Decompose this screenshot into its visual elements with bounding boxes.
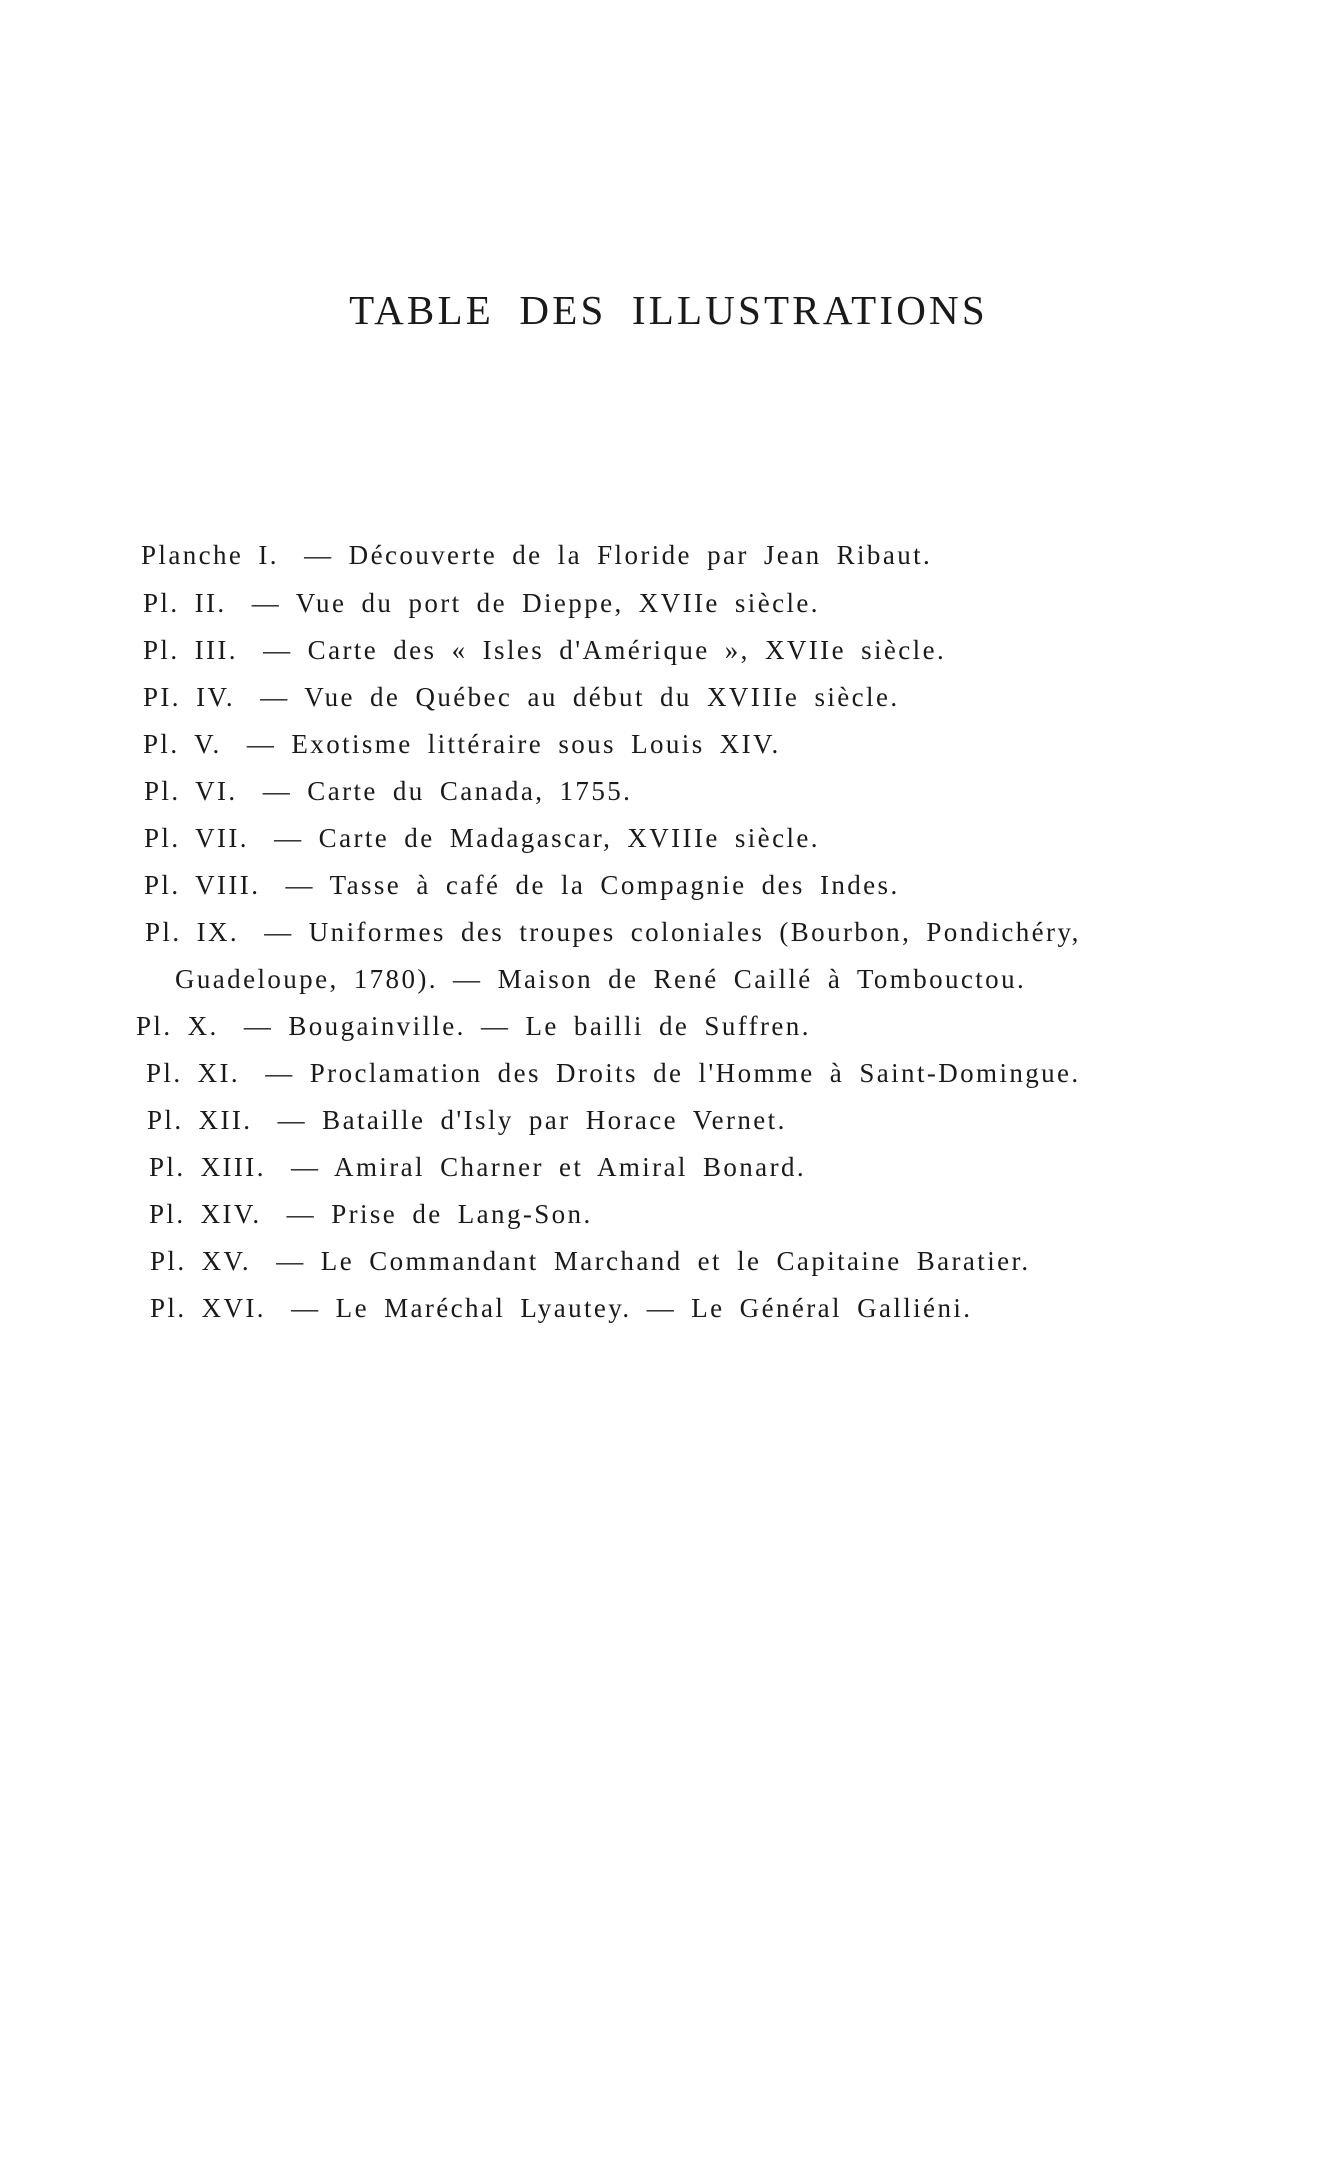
list-item (149, 1199, 593, 1230)
plate-caption: — Vue de Québec au début du XVIIIe siècle. (260, 682, 900, 712)
list-item (147, 1105, 787, 1136)
plate-number: Pl. XV. (150, 1246, 252, 1276)
list-item (144, 823, 820, 854)
plate-number: Pl. XVI. (150, 1293, 266, 1323)
plate-caption: — Amiral Charner et Amiral Bonard. (291, 1152, 807, 1182)
list-item (143, 729, 781, 760)
list-item (149, 1152, 806, 1183)
plate-caption: — Uniformes des troupes coloniales (Bourbon, Pondichéry, (264, 917, 1081, 947)
list-item (146, 1058, 1081, 1089)
plate-caption: — Exotisme littéraire sous Louis XIV. (246, 729, 781, 759)
plate-caption: — Bataille d'Isly par Horace Vernet. (277, 1105, 787, 1135)
plate-caption: — Carte du Canada, 1755. (262, 776, 633, 806)
plate-number: Pl. XIV. (149, 1199, 262, 1229)
plate-caption: — Tasse à café de la Compagnie des Indes. (285, 870, 900, 900)
plate-number: Pl. VII. (144, 823, 249, 853)
plate-number: Pl. VI. (144, 776, 238, 806)
plate-number: Pl. III. (143, 635, 238, 665)
plate-caption: — Le Commandant Marchand et le Capitaine Baratier. (276, 1246, 1031, 1276)
list-item (150, 1293, 972, 1324)
list-item (143, 635, 946, 666)
plate-number: Pl. V. (143, 729, 222, 759)
plate-caption: — Prise de Lang-Son. (286, 1199, 593, 1229)
plate-number: Pl. XII. (147, 1105, 253, 1135)
list-item (144, 870, 900, 901)
plate-caption: — Vue du port de Dieppe, XVIIe siècle. (251, 588, 820, 618)
plate-number: Pl. X. (136, 1011, 219, 1041)
list-item-continuation (175, 964, 1026, 995)
plate-caption: — Bougainville. — Le bailli de Suffren. (243, 1011, 811, 1041)
plate-caption: — Proclamation des Droits de l'Homme à Saint-Domingue. (265, 1058, 1081, 1088)
list-item (145, 917, 1081, 948)
plate-number: Pl. IX. (145, 917, 240, 947)
plate-number: Planche I. (141, 540, 279, 570)
plate-caption: — Carte de Madagascar, XVIIIe siècle. (274, 823, 820, 853)
plate-number: Pl. II. (143, 588, 227, 618)
plate-number: Pl. XIII. (149, 1152, 266, 1182)
plate-number: Pl. XI. (146, 1058, 241, 1088)
plate-number: PI. IV. (143, 682, 236, 712)
plate-caption: — Le Maréchal Lyautey. — Le Général Galliéni. (291, 1293, 973, 1323)
list-item (136, 1011, 811, 1042)
plate-caption: — Découverte de la Floride par Jean Ribaut. (304, 540, 933, 570)
list-item (143, 682, 899, 713)
list-item (141, 540, 932, 571)
list-item (144, 776, 632, 807)
page-title: TABLE DES ILLUSTRATIONS (349, 287, 988, 333)
plate-caption: — Carte des « Isles d'Amérique », XVIIe siècle. (263, 635, 947, 665)
list-item (150, 1246, 1031, 1277)
plate-number: Pl. VIII. (144, 870, 261, 900)
plate-caption: Guadeloupe, 1780). — Maison de René Caillé à Tombouctou. (175, 964, 1027, 994)
list-item (143, 588, 820, 619)
